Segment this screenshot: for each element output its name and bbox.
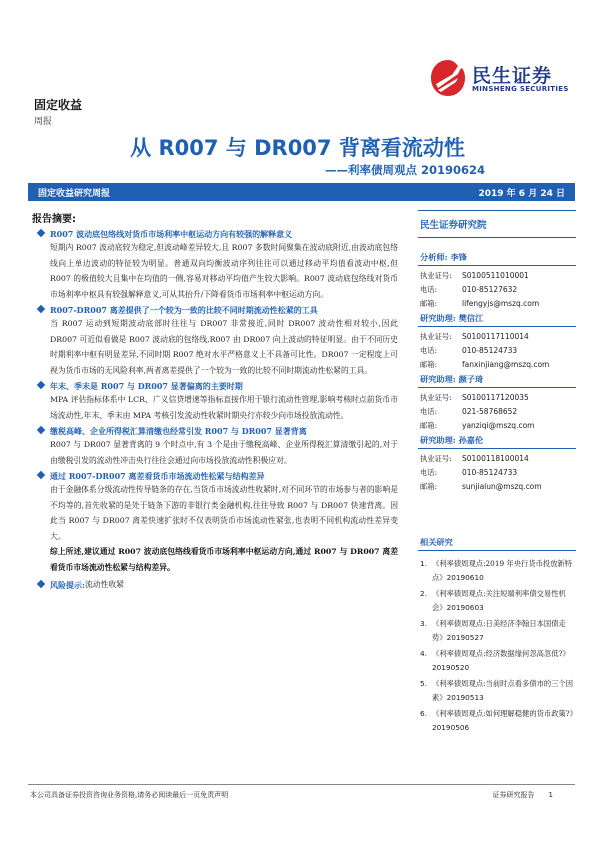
analyst-email[interactable]: 邮箱: fanxinjiang@mszq.com — [420, 360, 550, 369]
related-item[interactable]: 1. 《利率债周观点:2019 年央行货币投放新特点》20190610 — [420, 559, 573, 582]
related-item[interactable]: 4. 《利率债周观点:经济数据缘何忽高忽低?》20190520 — [420, 649, 570, 672]
minsheng-logo-icon — [428, 58, 468, 98]
summary-title: 报告摘要: — [32, 214, 76, 225]
footer-disclaimer: 本公司具备证券投资咨询业务资格,请务必阅读最后一页免责声明 — [30, 791, 229, 799]
summary-section — [38, 228, 400, 302]
risk-label: 风险提示: — [38, 579, 85, 591]
section-heading: R007 波动底包络线对货币市场利率中枢运动方向有较强的解释意义 — [38, 228, 400, 240]
analyst-phone: 电话: 010-85124733 — [420, 468, 518, 477]
related-item[interactable]: 6. 《利率债周观点:如何理解稳健的货币政策?》20190506 — [420, 709, 578, 732]
risk-warning — [38, 579, 400, 591]
analyst-email[interactable]: 邮箱: lifengyjs@mszq.com — [420, 299, 540, 308]
analyst-sidebar — [418, 210, 576, 496]
analyst-license: 执业证号: S0100117120035 — [420, 393, 529, 402]
header-bar — [28, 183, 575, 201]
analyst-phone: 电话: 010-85127632 — [420, 285, 518, 294]
section-heading: 通过 R007-DR007 离差看货币市场流动性松紧与结构差异 — [38, 470, 400, 482]
section-paragraph: MPA 评估指标体系中 LCR、广义信贷增速等指标直接作用于银行流动性管理,影响考核时点前货币市场流动性,年末、季末由 MPA 考核引发流动性收紧时期央行亦较少向市场投放流动性。 — [50, 395, 398, 420]
page-subtitle: ——利率债周观点 20190624 — [324, 163, 485, 177]
analyst-card — [418, 313, 576, 372]
bar-report-name: 固定收益研究周报 — [38, 189, 111, 199]
analyst-title: 研究助理: 孙嘉伦 — [418, 435, 576, 449]
analyst-email[interactable]: 邮箱: sunjialun@mszq.com — [420, 482, 542, 491]
analyst-card — [418, 435, 576, 494]
section-paragraph: 当 R007 运动到短期波动底部时往往与 DR007 非常接近,同时 DR007 波动性相对较小,因此 DR007 可近似看做是 R007 波动底的包络线,R007 由 DR007 向上波动的特征明显。由于不同历史时期利率中枢有明显差异,不同时期 R007 绝对水平严格意义上不具备可比性。DR007 一定程度上可视为货币市场的无风险利率,两者离差提供了一个较为一致的比较不同时期流动性松紧的工具。 — [50, 319, 398, 375]
analyst-title: 分析师: 李锋 — [418, 252, 576, 266]
footer-divider — [28, 784, 575, 785]
footer-right — [493, 790, 553, 800]
analyst-email[interactable]: 邮箱: yanziqi@mszq.com — [420, 421, 535, 430]
risk-text: 流动性收紧 — [84, 580, 124, 589]
analyst-title: 研究助理: 樊信江 — [418, 313, 576, 327]
footer-report-label: 证券研究报告 — [492, 791, 535, 799]
section-paragraph: R007 与 DR007 显著背离的 9 个时点中,有 3 个是由于缴税高峰、企业所得税汇算清缴引起的,对于由缴税引发的流动性冲击央行往往会通过向市场投放流动性积极应对。 — [50, 440, 398, 465]
institute-name: 民生证券研究院 — [420, 220, 487, 231]
related-title: 相关研究 — [418, 537, 576, 551]
page-number: 1 — [548, 791, 553, 799]
summary-column — [32, 210, 400, 591]
logo-name-cn: 民生证券 — [472, 65, 553, 87]
analyst-card — [418, 252, 576, 311]
related-item[interactable]: 2. 《利率债周观点:关注短端利率债交易性机会》20190603 — [420, 589, 566, 612]
logo-name-en: MINSHENG SECURITIES — [472, 85, 569, 93]
company-logo — [428, 58, 578, 98]
report-category: 固定收益 — [34, 98, 83, 112]
page-title: 从 R007 与 DR007 背离看流动性 — [130, 136, 465, 160]
analyst-license: 执业证号: S0100118100014 — [420, 454, 529, 463]
analyst-license: 执业证号: S0100117110014 — [420, 332, 529, 341]
analyst-phone: 电话: 010-85124733 — [420, 346, 518, 355]
related-research — [418, 537, 576, 737]
section-heading: 年末、季末是 R007 与 DR007 显著偏离的主要时期 — [38, 380, 400, 392]
summary-section — [38, 380, 400, 423]
report-type: 周报 — [34, 117, 53, 127]
summary-section — [38, 470, 400, 575]
related-item[interactable]: 3. 《利率债周观点:日美经济李翰日本国债走势》20190527 — [420, 619, 566, 642]
summary-section — [38, 425, 400, 468]
analyst-license: 执业证号: S0100511010001 — [420, 271, 529, 280]
analyst-phone: 电话: 021-58768652 — [420, 407, 518, 416]
related-item[interactable]: 5. 《利率债周观点:当前时点看多债市的三个因素》20190513 — [420, 679, 574, 702]
section-paragraph: 短期内 R007 波动底较为稳定,但波动峰差异较大,且 R007 多数时间聚集在波动底附近,由波动底包络线向上单边波动的特征较为明显。普通双向均衡波动序列往往可以通过移动平均值看波动中枢,但 R007 的极值较大且集中在均值的一侧,容易对移动平均值产生较大影响。R007 波动底包络线对货币市场利率中枢具有较强解释意义,可从其抬升/下降看货币市场利率中枢运动方向。 — [50, 243, 398, 299]
section-heading: R007-DR007 离差提供了一个较为一致的比较不同时期流动性松紧的工具 — [38, 304, 400, 316]
analyst-title: 研究助理: 颜子琦 — [418, 374, 576, 388]
section-conclusion: 综上所述,建议通过 R007 波动底包络线看货币市场利率中枢运动方向,通过 R007 与 DR007 离差看货币市场流动性松紧与结构差异。 — [50, 547, 398, 572]
section-heading: 缴税高峰、企业所得税汇算清缴也经常引发 R007 与 DR007 显著背离 — [38, 425, 400, 437]
summary-section — [38, 304, 400, 378]
bar-report-date: 2019 年 6 月 24 日 — [478, 189, 565, 199]
analyst-card — [418, 374, 576, 433]
section-paragraph: 由于金融体系分级流动性传导链条的存在,当货币市场流动性收紧时,对不同环节的市场参与者的影响是不均等的,首先收紧的是处于链条下游的非银行类金融机构,往往导致 R007 与 DR007 快速背离。因此当 R007 与 DR007 离差快速扩张时不仅表明货币市场流动性紧张,也表明不同机构流动性差异变大。 — [50, 485, 399, 541]
institute-box — [418, 210, 576, 238]
